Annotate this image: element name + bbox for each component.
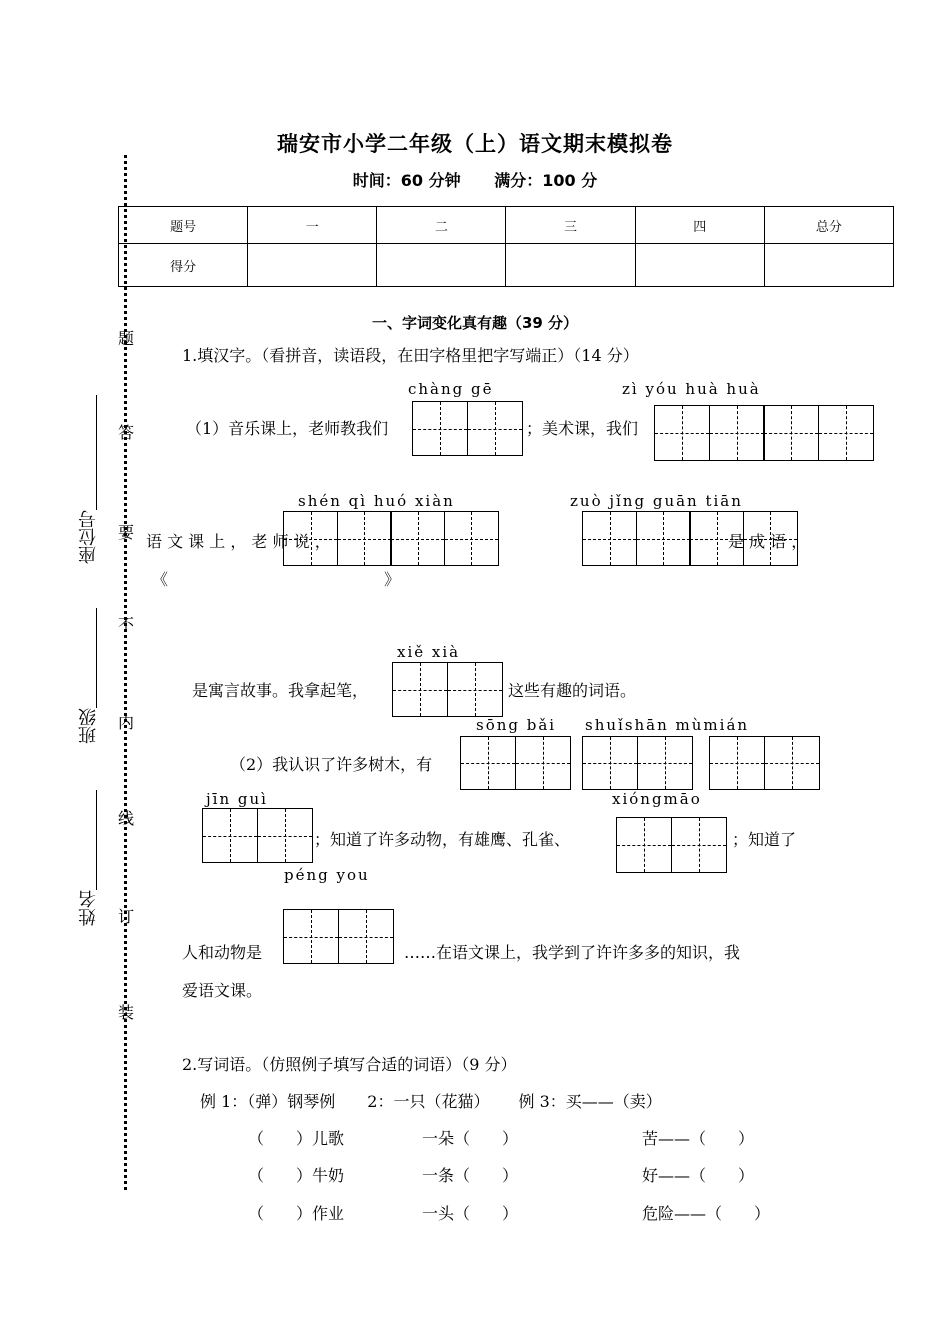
pinyin-label: zì yóu huà huà (622, 380, 761, 398)
binding-char: 装 (117, 1003, 134, 1022)
writing-grid[interactable] (283, 909, 392, 964)
score-row-label: 得分 (119, 244, 248, 287)
score-header-cell: 一 (248, 207, 377, 244)
exam-full-score: 满分：100 分 (494, 171, 598, 190)
score-header-cell: 二 (377, 207, 506, 244)
paragraph-text: 是 成 语 ， (728, 532, 808, 551)
paragraph-text: 这些有趣的词语。 (508, 681, 637, 700)
writing-grid[interactable] (654, 405, 872, 461)
writing-grid[interactable] (202, 808, 311, 863)
exam-time: 时间：60 分钟 (352, 171, 461, 190)
score-input-cell[interactable] (506, 244, 635, 287)
book-quote-open: 《 (152, 570, 169, 589)
fill-blank-item[interactable]: 苦——（ ） (642, 1129, 755, 1148)
binding-char: 题 (117, 329, 134, 348)
book-quote-close: 》 (384, 570, 401, 589)
question-2-title: 2.写词语。（仿照例子填写合适的词语）（9 分） (182, 1055, 517, 1074)
pinyin-label: xiě xià (397, 643, 461, 661)
score-header-cell: 四 (635, 207, 764, 244)
paragraph-text: ……在语文课上，我学到了许许多多的知识，我 (404, 943, 741, 962)
seat-number-field[interactable] (96, 395, 97, 510)
pinyin-label: shuǐshān mùmián (585, 716, 750, 734)
question-2-examples: 例 1：（弹）钢琴例 2：一只（花猫） 例 3：买——（卖） (200, 1092, 662, 1111)
page-title: 瑞安市小学二年级（上）语文期末模拟卷 (277, 132, 673, 156)
class-field[interactable] (96, 608, 97, 708)
writing-grid[interactable] (709, 736, 818, 790)
paragraph-text: （2）我认识了许多树木，有 (230, 755, 433, 774)
binding-char: 要 (117, 523, 134, 542)
score-header-cell: 三 (506, 207, 635, 244)
paragraph-text: 爱语文课。 (182, 981, 263, 1000)
score-input-cell[interactable] (635, 244, 764, 287)
fill-blank-item[interactable]: （ ）儿歌 (248, 1129, 345, 1148)
pinyin-label: sōng bǎi (476, 716, 557, 734)
binding-char: 答 (117, 423, 134, 442)
fill-blank-item[interactable]: 一头（ ） (422, 1204, 519, 1223)
paragraph-text: 人和动物是 (182, 943, 263, 962)
writing-grid[interactable] (283, 511, 497, 566)
paragraph-text: （1）音乐课上，老师教我们 (186, 419, 389, 438)
paragraph-text: 语 文 课 上 ， 老 师 说 ， (146, 532, 331, 551)
paragraph-text: ；知道了 (732, 830, 797, 849)
pinyin-label: péng you (284, 866, 370, 884)
binding-char: 订 (117, 907, 134, 926)
section-title: 一、字词变化真有趣（39 分） (371, 314, 579, 332)
writing-grid[interactable] (616, 817, 725, 873)
pinyin-label: xióngmāo (612, 790, 702, 808)
score-header-cell: 题号 (119, 207, 248, 244)
pinyin-label: zuò jǐng guān tiān (570, 492, 743, 510)
score-header-cell: 总分 (764, 207, 893, 244)
name-field[interactable] (96, 790, 97, 890)
class-label: 班级 (78, 708, 99, 744)
fill-blank-item[interactable]: 危险——（ ） (642, 1204, 771, 1223)
binding-dotted-line (124, 155, 127, 1190)
score-table (118, 206, 894, 287)
fill-blank-item[interactable]: 好——（ ） (642, 1166, 755, 1185)
writing-grid[interactable] (460, 736, 569, 790)
seat-number-label: 座位号 (78, 510, 99, 564)
score-input-cell[interactable] (377, 244, 506, 287)
binding-char: 不 (117, 615, 134, 634)
question-1-title: 1.填汉字。（看拼音，读语段，在田字格里把字写端正）（14 分） (182, 346, 639, 365)
name-label: 姓名 (78, 890, 99, 926)
paragraph-text: ；知道了许多动物，有雄鹰、孔雀、 (314, 830, 571, 849)
writing-grid[interactable] (412, 401, 521, 456)
writing-grid[interactable] (582, 736, 691, 790)
pinyin-label: chàng gē (408, 380, 494, 398)
paragraph-text: 是寓言故事。我拿起笔， (192, 681, 369, 700)
pinyin-label: jīn guì (206, 790, 268, 808)
score-input-cell[interactable] (764, 244, 893, 287)
pinyin-label: shén qì huó xiàn (298, 492, 455, 510)
paragraph-text: ；美术课，我们 (526, 419, 639, 438)
fill-blank-item[interactable]: （ ）作业 (248, 1204, 345, 1223)
score-input-cell[interactable] (248, 244, 377, 287)
exam-meta (0, 168, 950, 191)
fill-blank-item[interactable]: （ ）牛奶 (248, 1166, 345, 1185)
binding-char: 内 (117, 713, 134, 732)
writing-grid[interactable] (392, 662, 501, 717)
fill-blank-item[interactable]: 一条（ ） (422, 1166, 519, 1185)
fill-blank-item[interactable]: 一朵（ ） (422, 1129, 519, 1148)
binding-char: 线 (117, 809, 134, 828)
